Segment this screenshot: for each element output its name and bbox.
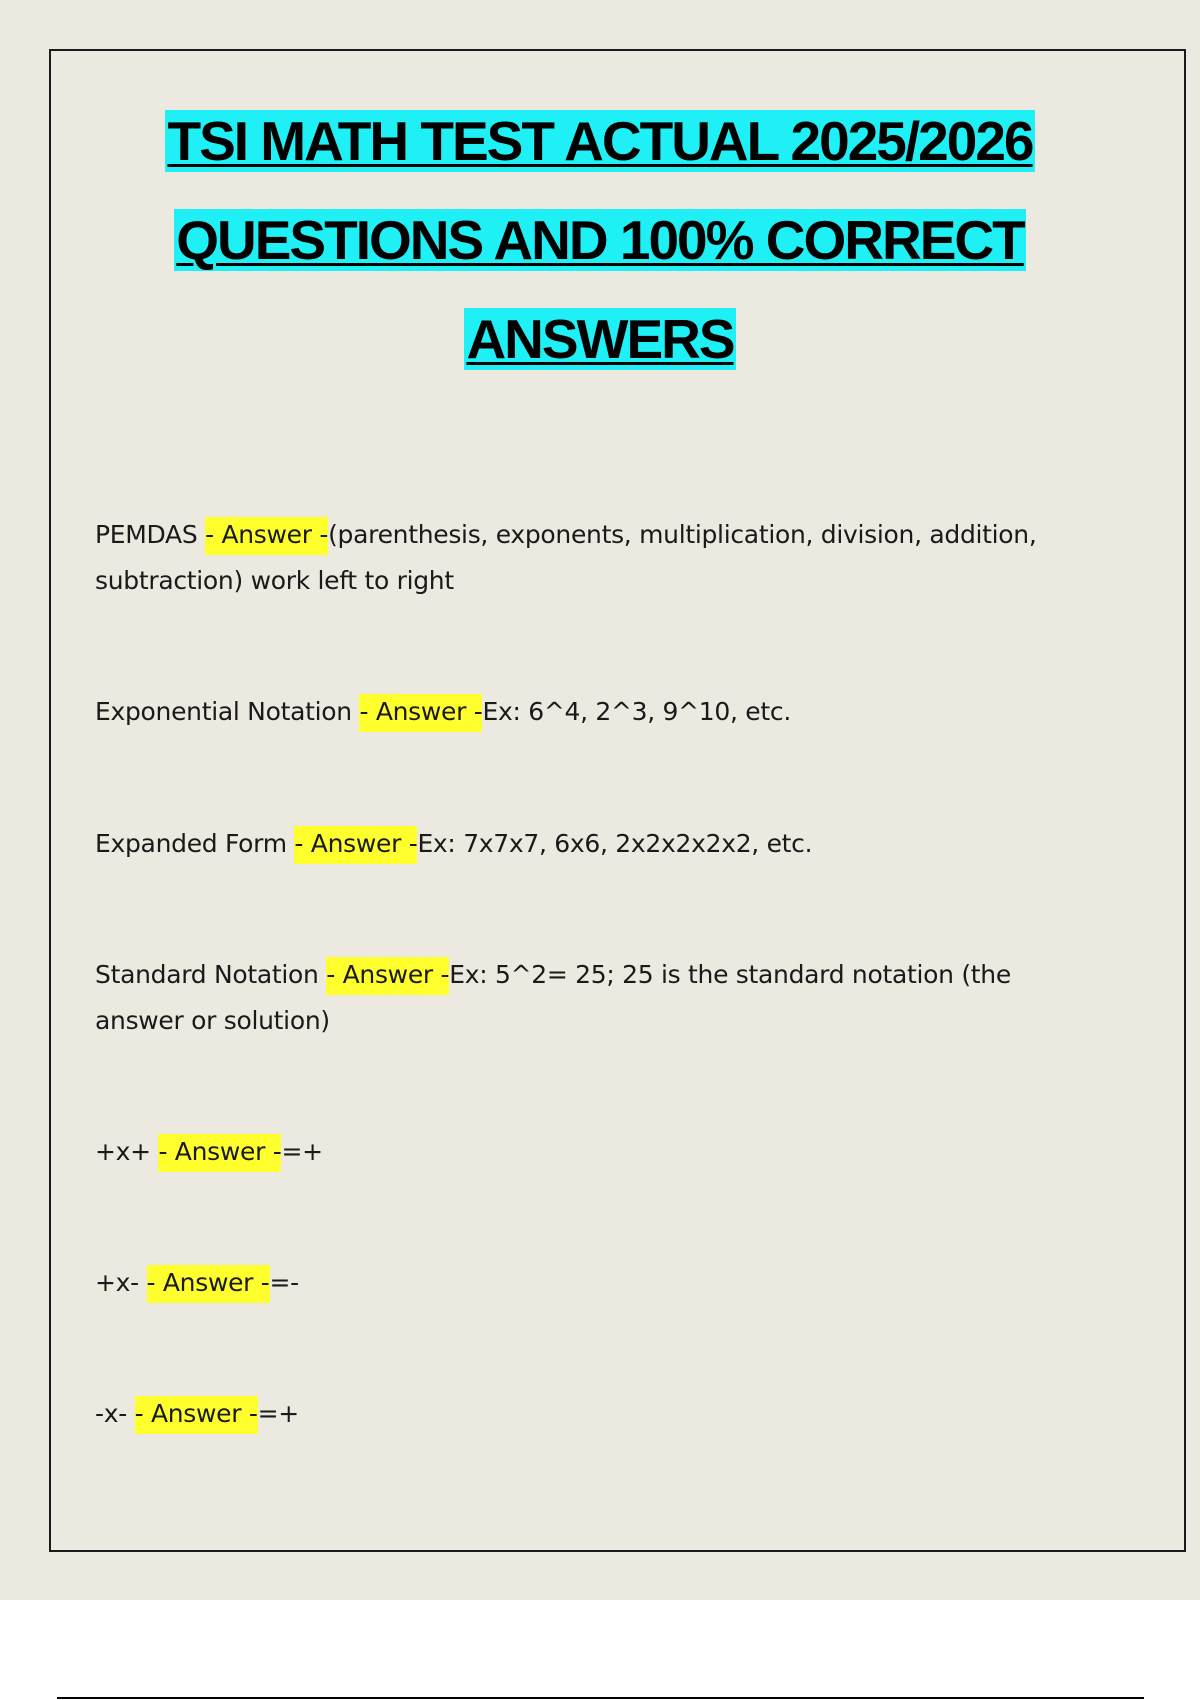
term-text: +x- bbox=[95, 1268, 147, 1297]
answer-marker: - Answer - bbox=[147, 1265, 270, 1303]
title-text: TSI MATH TEST ACTUAL 2025/2026 bbox=[167, 110, 1033, 172]
definition-text: Ex: 6^4, 2^3, 9^10, etc. bbox=[482, 697, 791, 726]
term-text: -x- bbox=[95, 1399, 135, 1428]
title-line bbox=[0, 191, 1200, 290]
term-text: +x+ bbox=[95, 1137, 159, 1166]
qa-item-plus-times-plus bbox=[95, 1129, 1055, 1175]
definition-text: =- bbox=[269, 1268, 299, 1297]
title-text: QUESTIONS AND 100% CORRECT bbox=[176, 209, 1024, 271]
term-text: Expanded Form bbox=[95, 829, 295, 858]
answer-marker: - Answer - bbox=[359, 694, 482, 732]
qa-item-minus-times-minus bbox=[95, 1391, 1055, 1437]
answer-marker: - Answer - bbox=[158, 1134, 281, 1172]
term-text: Exponential Notation bbox=[95, 697, 360, 726]
footer-divider bbox=[57, 1697, 1144, 1699]
qa-item-exponential-notation bbox=[95, 689, 1055, 735]
answer-marker: - Answer - bbox=[326, 957, 449, 995]
qa-item-standard-notation bbox=[95, 952, 1055, 1044]
title-text: ANSWERS bbox=[466, 308, 734, 370]
answer-marker: - Answer - bbox=[294, 826, 417, 864]
definition-text: Ex: 7x7x7, 6x6, 2x2x2x2x2, etc. bbox=[417, 829, 813, 858]
qa-item-pemdas bbox=[95, 512, 1055, 604]
definition-text: =+ bbox=[257, 1399, 299, 1428]
answer-marker: - Answer - bbox=[205, 517, 328, 555]
title-line bbox=[0, 92, 1200, 191]
definition-text: =+ bbox=[281, 1137, 323, 1166]
title-line bbox=[0, 290, 1200, 389]
document-title bbox=[0, 92, 1200, 389]
term-text: Standard Notation bbox=[95, 960, 327, 989]
qa-item-plus-times-minus bbox=[95, 1260, 1055, 1306]
definition-text: (parenthesis, exponents, multiplication, division, addition, subtraction) work left to right bbox=[95, 520, 1037, 595]
definition-text: Ex: 5^2= 25; 25 is the standard notation (the answer or solution) bbox=[95, 960, 1011, 1035]
qa-item-expanded-form bbox=[95, 821, 1055, 867]
answer-marker: - Answer - bbox=[135, 1396, 258, 1434]
term-text: PEMDAS bbox=[95, 520, 206, 549]
